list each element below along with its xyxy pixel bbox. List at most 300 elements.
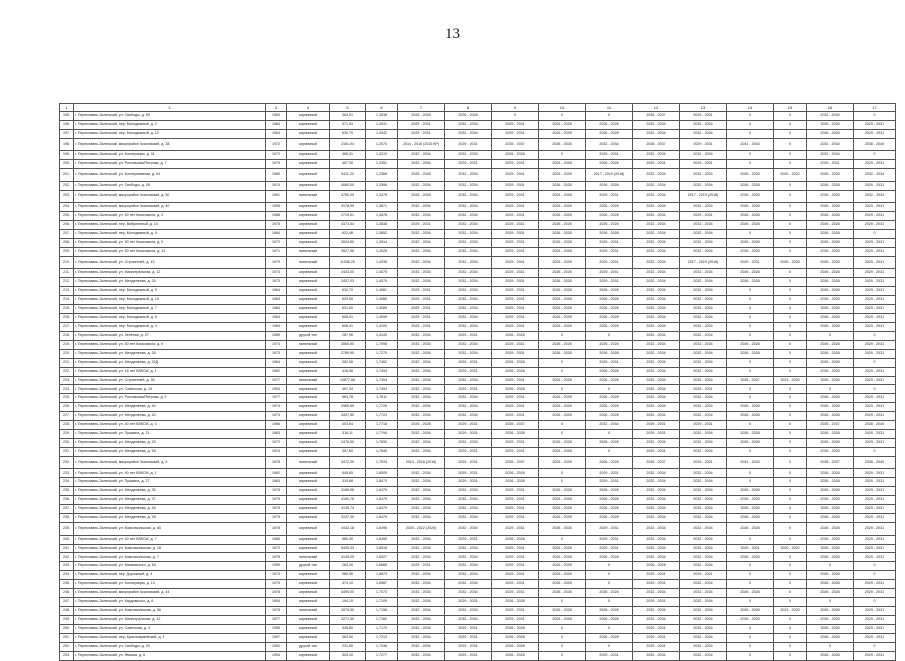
- table-cell: 0: [727, 478, 774, 487]
- table-row: [60, 238, 896, 247]
- table-cell: 0: [774, 421, 807, 430]
- table-cell: 2032 - 2034: [807, 138, 854, 151]
- table-cell: 2029 - 2031: [854, 322, 896, 331]
- table-cell: 2032 - 2034: [398, 607, 445, 616]
- table-cell: 2029 - 2031: [854, 487, 896, 496]
- table-cell: 2032 - 2034: [854, 169, 896, 182]
- table-cell: 0: [774, 553, 807, 562]
- table-row: [60, 287, 896, 296]
- table-cell: 1,7611: [366, 394, 398, 403]
- table-cell: 2029 - 2031: [633, 430, 680, 439]
- table-cell: 1972: [266, 439, 287, 448]
- table-cell: 2032 - 2034: [445, 151, 492, 160]
- table-cell: 2032 - 2034: [680, 221, 727, 230]
- table-cell: 2035 - 2037: [633, 456, 680, 469]
- table-cell: 2029 - 2031: [492, 580, 539, 589]
- table-cell: 1972: [266, 151, 287, 160]
- table-cell: кирпичный: [287, 651, 330, 660]
- address-cell: г. Переславль-Залесский, ул. Советская, д. 3: [74, 624, 266, 633]
- table-cell: 2032 - 2034: [633, 403, 680, 412]
- table-cell: 2026 - 2028: [539, 278, 586, 287]
- table-cell: 0: [539, 478, 586, 487]
- table-cell: 2029 - 2031: [492, 394, 539, 403]
- table-header-row: [60, 104, 896, 112]
- address-cell: г. Переславль-Залесский, ул. 40 лет ВЛКСМ, д. 7: [74, 535, 266, 544]
- table-cell: 2026 - 2028: [398, 190, 445, 203]
- table-cell: 2026 - 2028: [586, 412, 633, 421]
- table-cell: 2026 - 2028: [539, 349, 586, 358]
- table-cell: 1972: [266, 138, 287, 151]
- table-cell: 2029 - 2031: [586, 523, 633, 536]
- table-cell: 2029 - 2031: [492, 229, 539, 238]
- row-number-cell: 242.: [60, 553, 74, 562]
- table-cell: 2026 - 2028: [807, 487, 854, 496]
- table-cell: 2029 - 2031: [492, 403, 539, 412]
- table-cell: 2035 - 2037: [492, 138, 539, 151]
- table-cell: 1,4075: [366, 269, 398, 278]
- table-cell: 2026 - 2028: [539, 514, 586, 523]
- address-cell: г. Переславль-Залесский, ул. Ростовская/Петрова, д. 2: [74, 394, 266, 403]
- row-number-cell: 252.: [60, 642, 74, 651]
- table-cell: 2032 - 2034: [633, 376, 680, 385]
- row-number-cell: 239.: [60, 523, 74, 536]
- table-row: [60, 367, 896, 376]
- table-cell: 283,39: [330, 562, 366, 571]
- row-number-cell: 215.: [60, 305, 74, 314]
- table-cell: 2026 - 2028: [807, 430, 854, 439]
- table-cell: 2029 - 2031: [492, 129, 539, 138]
- table-cell: 1,6873: [366, 571, 398, 580]
- table-cell: 2026 - 2028: [774, 256, 807, 269]
- table-cell: 2032 - 2034: [445, 313, 492, 322]
- row-number-cell: 218.: [60, 331, 74, 340]
- address-cell: г. Переславль-Залесский, ул. 40 лет ВЛКСМ, д. 3: [74, 421, 266, 430]
- address-cell: г. Переславль-Залесский, ул. Менделеева, д. 24: [74, 278, 266, 287]
- table-cell: 2026 - 2028: [539, 238, 586, 247]
- table-cell: 1973: [266, 349, 287, 358]
- table-cell: 0: [539, 358, 586, 367]
- table-cell: 566,00: [330, 535, 366, 544]
- table-cell: 2026 - 2028: [539, 129, 586, 138]
- row-number-cell: 237.: [60, 505, 74, 514]
- table-cell: 2029 - 2031: [586, 358, 633, 367]
- table-cell: 1,4099: [366, 313, 398, 322]
- table-cell: 2026 - 2028: [539, 448, 586, 457]
- row-number-cell: 204.: [60, 203, 74, 212]
- table-cell: 2032 - 2034: [398, 269, 445, 278]
- table-row: [60, 151, 896, 160]
- table-cell: 2029 - 2031: [586, 535, 633, 544]
- table-cell: 2029 - 2031: [854, 523, 896, 536]
- table-cell: 2029 - 2031: [398, 322, 445, 331]
- table-cell: 2029 - 2031: [680, 212, 727, 221]
- table-cell: 632,70: [330, 287, 366, 296]
- table-cell: 0: [774, 181, 807, 190]
- table-cell: 2032 - 2034: [398, 394, 445, 403]
- table-cell: 0: [774, 523, 807, 536]
- table-cell: 1975: [266, 221, 287, 230]
- table-row: [60, 607, 896, 616]
- table-row: [60, 269, 896, 278]
- table-cell: 2032 - 2034: [445, 296, 492, 305]
- table-cell: кирпичный: [287, 496, 330, 505]
- table-cell: 2032 - 2034: [633, 394, 680, 403]
- table-cell: кирпичный: [287, 203, 330, 212]
- table-cell: 0: [774, 505, 807, 514]
- row-number-cell: 205.: [60, 212, 74, 221]
- table-cell: кирпичный: [287, 394, 330, 403]
- table-cell: 2032 - 2034: [633, 151, 680, 160]
- row-number-cell: 243.: [60, 562, 74, 571]
- table-cell: 2026 - 2028: [807, 439, 854, 448]
- table-row: [60, 469, 896, 478]
- table-cell: 1,6518: [366, 544, 398, 553]
- table-cell: 0: [774, 120, 807, 129]
- table-cell: 2029 - 2031: [586, 247, 633, 256]
- table-cell: 2032 - 2034: [445, 120, 492, 129]
- table-cell: 2026 - 2028: [539, 523, 586, 536]
- table-cell: 2032 - 2034: [680, 553, 727, 562]
- table-cell: 2032 - 2034: [680, 305, 727, 314]
- table-cell: кирпичный: [287, 514, 330, 523]
- table-cell: 2032 - 2034: [633, 544, 680, 553]
- table-cell: 2032 - 2034: [398, 544, 445, 553]
- table-cell: 1964: [266, 287, 287, 296]
- table-cell: 2032 - 2034: [398, 340, 445, 349]
- table-cell: 2029 - 2031: [633, 633, 680, 642]
- row-number-cell: 222.: [60, 367, 74, 376]
- table-cell: 1963: [266, 430, 287, 439]
- table-cell: 2026 - 2028: [807, 505, 854, 514]
- table-cell: 2032 - 2034: [633, 439, 680, 448]
- table-cell: 2032 - 2034: [398, 403, 445, 412]
- table-cell: 2029 - 2031: [445, 642, 492, 651]
- table-cell: 2026 - 2028: [586, 607, 633, 616]
- address-cell: г. Переславль-Залесский, ул. Кардовского, д. 6: [74, 598, 266, 607]
- table-cell: 2026 - 2028: [807, 181, 854, 190]
- table-cell: 2026 - 2028: [727, 487, 774, 496]
- table-cell: 2032 - 2034: [398, 448, 445, 457]
- table-cell: 2026 - 2028: [807, 203, 854, 212]
- table-cell: 2032 - 2034: [633, 340, 680, 349]
- table-cell: 2029 - 2031: [445, 138, 492, 151]
- table-cell: 0: [586, 624, 633, 633]
- table-cell: 0: [727, 287, 774, 296]
- table-cell: 2026 - 2028: [727, 190, 774, 203]
- table-cell: 2029 - 2031: [586, 190, 633, 203]
- table-row: [60, 181, 896, 190]
- table-cell: 0: [774, 598, 807, 607]
- table-row: [60, 229, 896, 238]
- table-cell: 2032 - 2034: [633, 412, 680, 421]
- address-cell: г. Переславль-Залесский, ул. Кооперативная, д. 54: [74, 169, 266, 182]
- column-header-4: 4: [287, 104, 330, 112]
- table-row: [60, 160, 896, 169]
- table-cell: 5495,33: [330, 544, 366, 553]
- address-cell: г. Переславль-Залесский, ул. Менделеева, д. 37: [74, 496, 266, 505]
- table-cell: 1,6479: [366, 505, 398, 514]
- table-cell: 0: [774, 358, 807, 367]
- table-cell: 0: [774, 624, 807, 633]
- table-cell: 2026 - 2028: [539, 562, 586, 571]
- table-cell: 1980: [266, 169, 287, 182]
- table-cell: 2032 - 2034: [680, 238, 727, 247]
- table-cell: 0: [774, 616, 807, 625]
- table-cell: 0: [492, 112, 539, 121]
- table-cell: 287,96: [330, 331, 366, 340]
- table-cell: кирпичный: [287, 544, 330, 553]
- table-cell: 2026 - 2028: [398, 421, 445, 430]
- table-cell: 3139,74: [330, 505, 366, 514]
- table-cell: 2026 - 2028: [727, 340, 774, 349]
- row-number-cell: 238.: [60, 514, 74, 523]
- table-cell: 2026 - 2028: [539, 256, 586, 269]
- table-cell: 2032 - 2034: [398, 469, 445, 478]
- table-cell: 2029 - 2031: [492, 296, 539, 305]
- table-cell: 2029 - 2031: [492, 571, 539, 580]
- table-cell: 1957: [266, 633, 287, 642]
- table-cell: 2026 - 2028: [539, 138, 586, 151]
- table-cell: 2026 - 2028: [539, 322, 586, 331]
- table-cell: 2026 - 2028: [492, 651, 539, 660]
- table-cell: 1964: [266, 120, 287, 129]
- table-cell: 2029 - 2031: [492, 203, 539, 212]
- table-cell: 1,6495: [366, 523, 398, 536]
- table-cell: 2026 - 2028: [539, 229, 586, 238]
- table-cell: 2026 - 2028: [539, 190, 586, 203]
- table-row: [60, 278, 896, 287]
- table-cell: 0: [774, 278, 807, 287]
- table-cell: 2026 - 2028: [807, 212, 854, 221]
- table-cell: 345,80: [330, 624, 366, 633]
- address-cell: г. Переславль-Залесский, пер. Молодежный, д. 9: [74, 287, 266, 296]
- table-row: [60, 633, 896, 642]
- table-cell: 1952: [266, 642, 287, 651]
- table-row: [60, 112, 896, 121]
- table-cell: 2026 - 2028: [539, 544, 586, 553]
- table-cell: 1978: [266, 553, 287, 562]
- table-cell: 2032 - 2034: [445, 212, 492, 221]
- row-number-cell: 250.: [60, 624, 74, 633]
- table-cell: 1,3914: [366, 238, 398, 247]
- table-cell: 474,10: [330, 580, 366, 589]
- table-cell: 2029 - 2031: [854, 305, 896, 314]
- address-cell: г. Переславль-Залесский, пер. Дорожный, д. 4: [74, 571, 266, 580]
- address-cell: г. Переславль-Залесский, ул. Менделеева, д. 48: [74, 514, 266, 523]
- table-cell: 1978: [266, 456, 287, 469]
- table-row: [60, 296, 896, 305]
- table-cell: 1,7830: [366, 439, 398, 448]
- table-cell: 2029 - 2031: [445, 430, 492, 439]
- table-cell: 2035 - 2037: [807, 421, 854, 430]
- table-cell: 2026 - 2028: [727, 269, 774, 278]
- address-cell: г. Переславль-Залесский, ул. Пушкина, д. 27: [74, 478, 266, 487]
- table-cell: 2032 - 2034: [807, 151, 854, 160]
- table-cell: 2017 - 2019 (2018): [680, 256, 727, 269]
- table-cell: 0: [727, 651, 774, 660]
- column-header-5: 5: [330, 104, 366, 112]
- table-cell: 0: [774, 305, 807, 314]
- table-cell: 2032 - 2034: [633, 212, 680, 221]
- table-cell: 2029 - 2031: [445, 421, 492, 430]
- address-cell: г. Переславль-Залесский, ул. Свободы, д. 59: [74, 112, 266, 121]
- row-number-cell: 216.: [60, 313, 74, 322]
- table-cell: 0: [774, 190, 807, 203]
- table-cell: 1975: [266, 514, 287, 523]
- table-cell: 1,4149: [366, 331, 398, 340]
- table-cell: 363,50: [330, 633, 366, 642]
- table-cell: 2029 - 2031: [586, 478, 633, 487]
- address-cell: г. Переславль-Залесский, ул. Кооперации, д. 31: [74, 151, 266, 160]
- table-cell: 2026 - 2028: [586, 505, 633, 514]
- table-cell: 2032 - 2034: [398, 203, 445, 212]
- table-cell: 2029 - 2031: [492, 562, 539, 571]
- table-cell: 1973: [266, 571, 287, 580]
- table-cell: 608,41: [330, 322, 366, 331]
- table-cell: 2029 - 2031: [854, 430, 896, 439]
- table-cell: 2032 - 2034: [586, 421, 633, 430]
- row-number-cell: 236.: [60, 496, 74, 505]
- table-cell: 2029 - 2031: [854, 439, 896, 448]
- table-cell: 0: [727, 633, 774, 642]
- table-cell: 0: [807, 562, 854, 571]
- table-cell: 2029 - 2031: [633, 624, 680, 633]
- table-cell: 0: [774, 496, 807, 505]
- table-cell: 2032 - 2034: [633, 129, 680, 138]
- table-cell: 0: [539, 624, 586, 633]
- table-cell: 1,4081: [366, 287, 398, 296]
- table-cell: 2032 - 2034: [445, 322, 492, 331]
- table-cell: 2032 - 2034: [680, 340, 727, 349]
- address-cell: г. Переславль-Залесский, ул. Комсомольская, д. 56: [74, 607, 266, 616]
- table-cell: 631,50: [330, 305, 366, 314]
- table-cell: 2032 - 2034: [680, 412, 727, 421]
- table-cell: 2026 - 2028: [398, 112, 445, 121]
- table-cell: 2029 - 2031: [492, 439, 539, 448]
- column-header-10: 10: [539, 104, 586, 112]
- table-cell: 2029 - 2031: [492, 313, 539, 322]
- table-cell: 2026 - 2028: [445, 112, 492, 121]
- row-number-cell: 212.: [60, 278, 74, 287]
- table-cell: 1973: [266, 278, 287, 287]
- table-cell: 2032 - 2034: [680, 367, 727, 376]
- table-cell: 3560,50: [330, 340, 366, 349]
- table-cell: 2032 - 2034: [445, 169, 492, 182]
- table-cell: 0: [854, 358, 896, 367]
- table-cell: 2032 - 2034: [680, 229, 727, 238]
- table-cell: 1,3368: [366, 169, 398, 182]
- row-number-cell: 227.: [60, 412, 74, 421]
- table-row: [60, 642, 896, 651]
- table-cell: 2032 - 2034: [445, 229, 492, 238]
- address-cell: г. Переславль-Залесский, ул. Ростовская/Петрова, д. 7: [74, 160, 266, 169]
- row-number-cell: 230.: [60, 439, 74, 448]
- table-cell: 2014 - 2016 (2015 КР): [398, 138, 445, 151]
- table-cell: 2029 - 2031: [586, 151, 633, 160]
- table-cell: 2029 - 2031: [854, 181, 896, 190]
- table-cell: панельный: [287, 190, 330, 203]
- table-cell: 2029 - 2031: [492, 607, 539, 616]
- table-cell: 0: [774, 212, 807, 221]
- row-number-cell: 197.: [60, 129, 74, 138]
- table-cell: кирпичный: [287, 505, 330, 514]
- row-number-cell: 214.: [60, 296, 74, 305]
- row-number-cell: 223.: [60, 376, 74, 385]
- table-cell: 0: [727, 229, 774, 238]
- table-cell: кирпичный: [287, 322, 330, 331]
- table-cell: кирпичный: [287, 212, 330, 221]
- table-cell: 0: [774, 412, 807, 421]
- table-cell: 2032 - 2034: [445, 287, 492, 296]
- table-cell: кирпичный: [287, 385, 330, 394]
- table-cell: 1,3475: [366, 190, 398, 203]
- table-cell: 2032 - 2034: [633, 478, 680, 487]
- table-cell: 2029 - 2031: [854, 535, 896, 544]
- table-cell: 2029 - 2031: [398, 120, 445, 129]
- table-cell: 3137,30: [330, 514, 366, 523]
- table-cell: 2029 - 2031: [854, 287, 896, 296]
- table-cell: 2029 - 2031: [854, 412, 896, 421]
- table-cell: 3271,50: [330, 616, 366, 625]
- table-cell: 2032 - 2034: [445, 439, 492, 448]
- table-cell: 2026 - 2028: [539, 589, 586, 598]
- table-row: [60, 523, 896, 536]
- table-cell: 2032 - 2034: [680, 580, 727, 589]
- table-row: [60, 624, 896, 633]
- table-cell: 0: [727, 129, 774, 138]
- table-cell: 2026 - 2028: [807, 478, 854, 487]
- table-cell: 2026 - 2028: [727, 514, 774, 523]
- table-cell: 2032 - 2034: [398, 331, 445, 340]
- table-cell: 0: [774, 589, 807, 598]
- table-cell: 2029 - 2031: [445, 448, 492, 457]
- table-cell: 2032 - 2034: [680, 505, 727, 514]
- table-cell: 2029 - 2031: [492, 412, 539, 421]
- table-cell: 2032 - 2034: [680, 544, 727, 553]
- table-cell: 2029 - 2031: [445, 478, 492, 487]
- table-cell: кирпичный: [287, 151, 330, 160]
- table-cell: 2026 - 2028: [807, 238, 854, 247]
- table-cell: 2029 - 2031: [854, 607, 896, 616]
- table-cell: 2029 - 2031: [854, 367, 896, 376]
- table-cell: 0: [727, 421, 774, 430]
- table-cell: 0: [727, 448, 774, 457]
- address-cell: г. Переславль-Залесский, ул. Менделеева, д. 40: [74, 403, 266, 412]
- table-cell: 4060,00: [330, 181, 366, 190]
- table-cell: 2026 - 2028: [586, 229, 633, 238]
- table-cell: 0: [774, 313, 807, 322]
- table-cell: 2029 - 2031: [445, 160, 492, 169]
- table-cell: 2029 - 2031: [680, 160, 727, 169]
- table-cell: 2026 - 2028: [727, 278, 774, 287]
- table-cell: 1975: [266, 580, 287, 589]
- table-cell: 2026 - 2028: [539, 181, 586, 190]
- table-cell: 0: [727, 562, 774, 571]
- table-cell: 2026 - 2028: [539, 120, 586, 129]
- table-cell: 0: [727, 296, 774, 305]
- table-cell: 0: [539, 367, 586, 376]
- table-cell: 2029 - 2031: [586, 278, 633, 287]
- table-cell: 2029 - 2031: [807, 160, 854, 169]
- table-cell: 0: [539, 598, 586, 607]
- table-cell: 2032 - 2034: [445, 589, 492, 598]
- table-cell: 2026 - 2028: [807, 190, 854, 203]
- table-cell: 2026 - 2028: [586, 487, 633, 496]
- row-number-cell: 233.: [60, 469, 74, 478]
- row-number-cell: 225.: [60, 394, 74, 403]
- table-cell: 2017 - 2019 (2018): [680, 190, 727, 203]
- table-cell: 2026 - 2028: [492, 331, 539, 340]
